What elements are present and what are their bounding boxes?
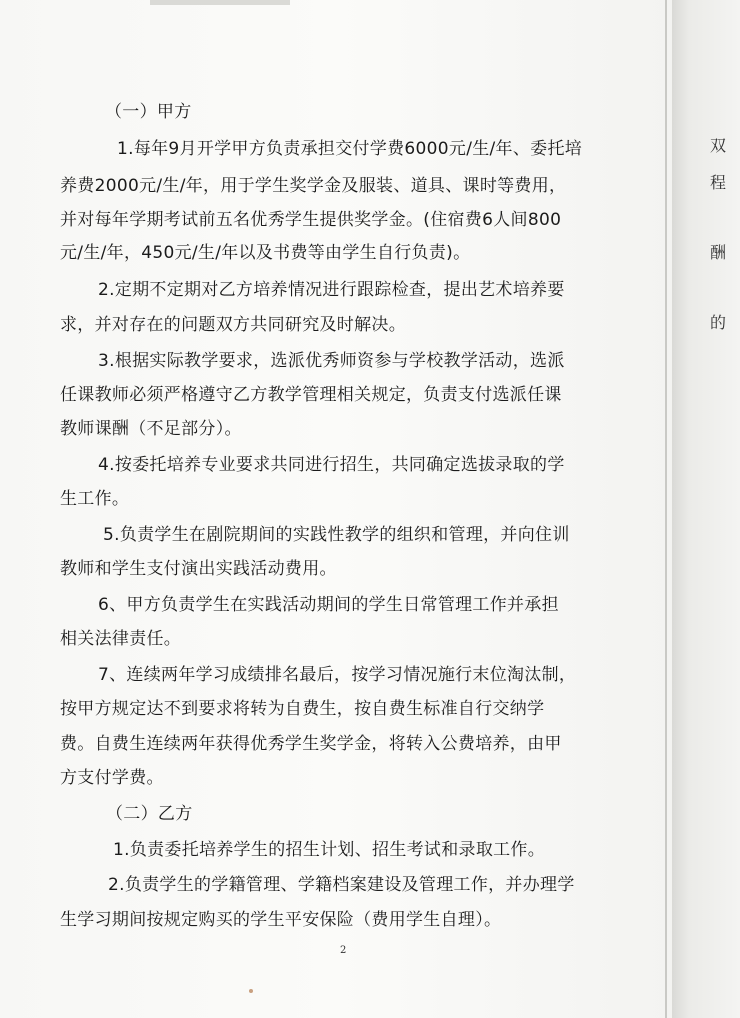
text-line: 1.每年9月开学甲方负责承担交付学费6000元/生/年、委托培: [117, 139, 583, 159]
top-smudge: [150, 0, 290, 5]
adjacent-page-edge: [672, 0, 740, 1018]
text-line: 任课教师必须严格遵守乙方教学管理相关规定，负责支付选派任课: [60, 385, 562, 405]
bleed-char: 程: [710, 173, 727, 192]
text-line: 生学习期间按规定购买的学生平安保险（费用学生自理）。: [60, 910, 502, 930]
text-line: 1.负责委托培养学生的招生计划、招生考试和录取工作。: [113, 840, 546, 860]
text-line: 生工作。: [60, 489, 130, 509]
page-edge: [665, 0, 667, 1018]
bleed-char: 酬: [710, 243, 727, 262]
text-line: 7、连续两年学习成绩排名最后，按学习情况施行末位淘汰制，: [98, 665, 577, 685]
text-line: 3.根据实际教学要求，选派优秀师资参与学校教学活动，选派: [98, 351, 565, 371]
bleed-char: 双: [710, 136, 727, 155]
text-line: 养费2000元/生/年，用于学生奖学金及服装、道具、课时等费用，: [60, 176, 567, 196]
text-line: 2.定期不定期对乙方培养情况进行跟踪检查，提出艺术培养要: [98, 280, 565, 300]
text-line: 2.负责学生的学籍管理、学籍档案建设及管理工作，并办理学: [108, 875, 575, 895]
text-line: 4.按委托培养专业要求共同进行招生，共同确定选拔录取的学: [98, 455, 565, 475]
text-line: 相关法律责任。: [60, 629, 182, 649]
text-line: 费。自费生连续两年获得优秀学生奖学金，将转入公费培养，由甲: [60, 734, 562, 754]
text-line: 并对每年学期考试前五名优秀学生提供奖学金。(住宿费6人间800: [60, 210, 562, 230]
bleed-char: 的: [710, 313, 727, 332]
text-line: 方支付学费。: [60, 768, 164, 788]
text-line: 求，并对存在的问题双方共同研究及时解决。: [60, 315, 406, 335]
text-line: 6、甲方负责学生在实践活动期间的学生日常管理工作并承担: [98, 595, 559, 615]
text-line: 教师和学生支付演出实践活动费用。: [60, 559, 337, 579]
text-line: 元/生/年，450元/生/年以及书费等由学生自行负责)。: [60, 243, 471, 263]
page-number: 2: [340, 945, 347, 956]
text-line: 5.负责学生在剧院期间的实践性教学的组织和管理，并向住训: [103, 525, 570, 545]
scan-speck: [249, 989, 253, 993]
text-line: 教师课酬（不足部分）。: [60, 419, 242, 439]
text-line: 按甲方规定达不到要求将转为自费生，按自费生标准自行交纳学: [60, 699, 545, 719]
section-b-heading: （二）乙方: [106, 804, 193, 824]
section-a-heading: （一）甲方: [105, 102, 192, 122]
